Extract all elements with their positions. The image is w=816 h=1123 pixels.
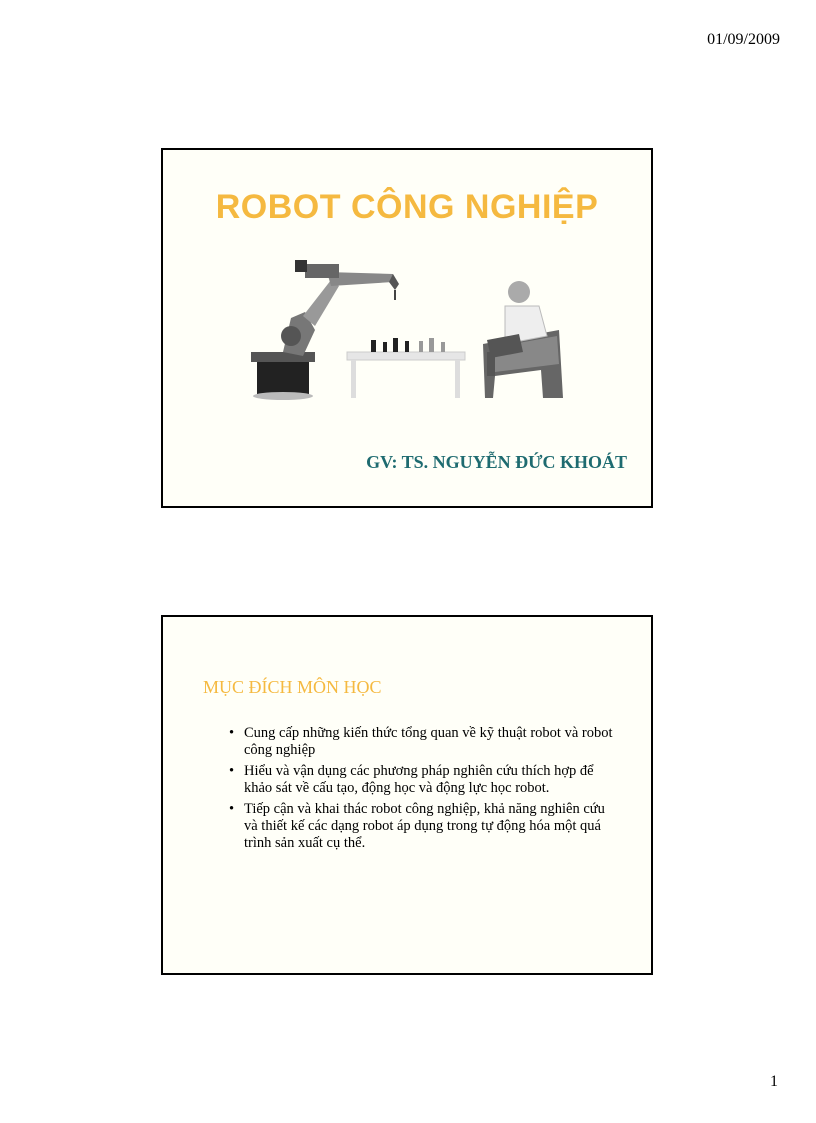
page-date: 01/09/2009 xyxy=(707,31,780,48)
list-item: • Cung cấp những kiến thức tổng quan về kỹ thuật robot và robot công nghiệp xyxy=(229,725,619,759)
slide-title-heading: ROBOT CÔNG NGHIỆP xyxy=(215,188,599,226)
slide-title xyxy=(161,148,653,508)
list-item: • Tiếp cận và khai thác robot công nghiệp, khả năng nghiên cứu và thiết kế các dạng robot áp dụng trong tự động hóa một quá trình sản xuất cụ thể. xyxy=(229,801,619,852)
robot-chess-illustration xyxy=(243,248,573,408)
objectives-list xyxy=(229,725,619,856)
lecturer-name: GV: TS. NGUYỄN ĐỨC KHOÁT xyxy=(366,452,627,472)
list-item: • Hiểu và vận dụng các phương pháp nghiên cứu thích hợp để khảo sát về cấu tạo, động học và động lực học robot. xyxy=(229,763,619,797)
page-number: 1 xyxy=(770,1073,778,1090)
chess-table-image xyxy=(347,352,465,360)
robot-base-image xyxy=(257,360,309,394)
slide-objectives-heading: MỤC ĐÍCH MÔN HỌC xyxy=(203,677,382,697)
man-image xyxy=(508,281,530,303)
slide-objectives xyxy=(161,615,653,975)
